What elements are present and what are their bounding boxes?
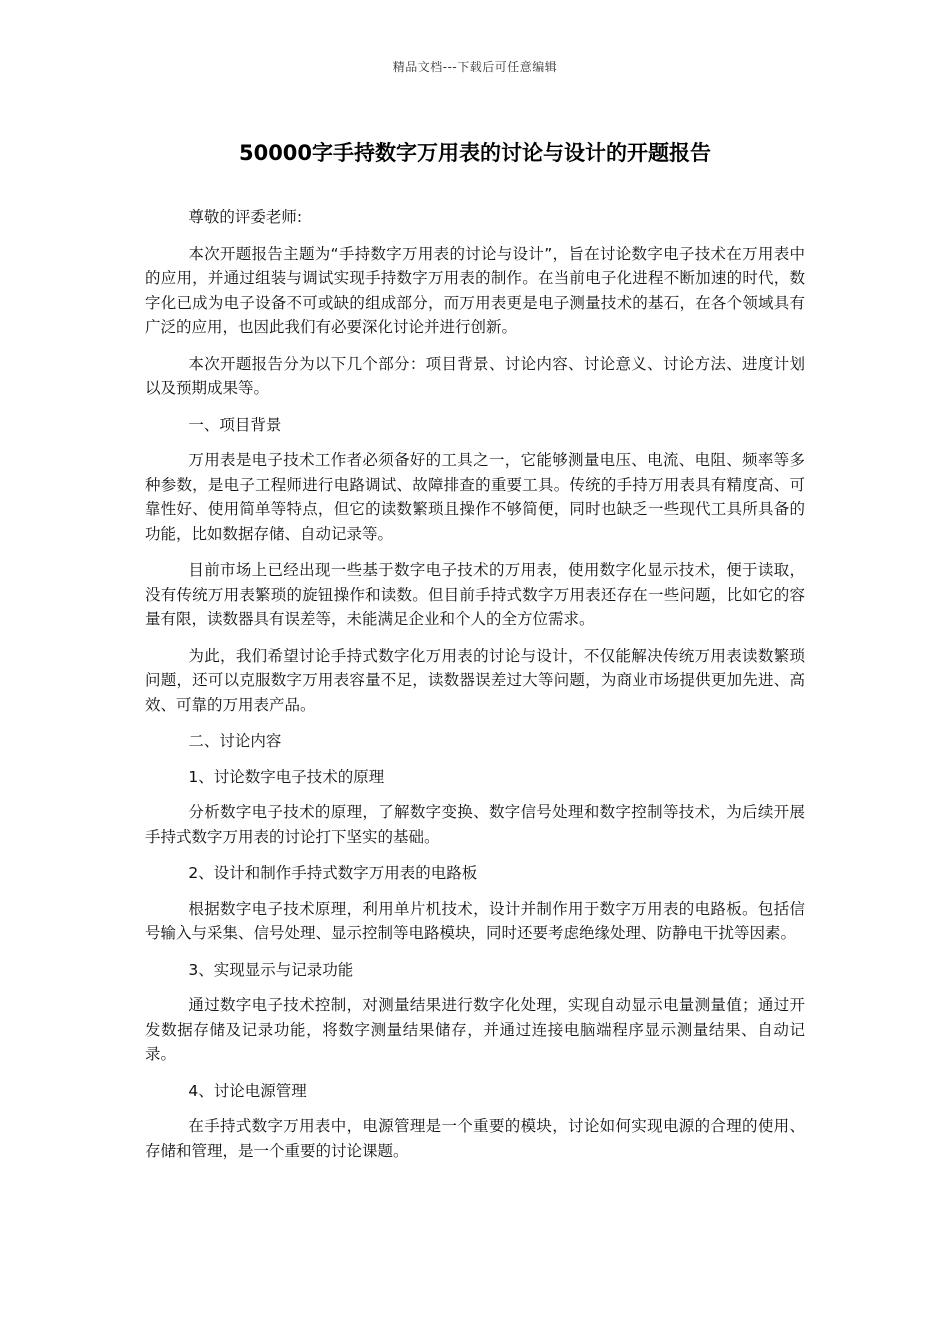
section-heading-background: 一、项目背景 <box>188 415 282 434</box>
background-paragraph-2: 目前市场上已经出现一些基于数字电子技术的万用表，使用数字化显示技术，便于读取，没有传统万用表繁琐的旋钮操作和读数。但目前手持式数字万用表还存在一些问题，比如它的容量有限，读数器具有误差等，未能满足企业和个人的全方位需求。 <box>145 561 805 628</box>
content-paragraph-4: 在手持式数字万用表中，电源管理是一个重要的模块，讨论如何实现电源的合理的使用、存储和管理，是一个重要的讨论课题。 <box>145 1117 805 1160</box>
background-paragraph-3: 为此，我们希望讨论手持式数字化万用表的讨论与设计，不仅能解决传统万用表读数繁琐问题，还可以克服数字万用表容量不足，读数器误差过大等问题，为商业市场提供更加先进、高效、可靠的万用表产品。 <box>145 646 805 714</box>
content-paragraph-1: 分析数字电子技术的原理，了解数字变换、数字信号处理和数字控制等技术，为后续开展手持式数字万用表的讨论打下坚实的基础。 <box>145 803 805 846</box>
subheading-3: 3、实现显示与记录功能 <box>188 960 354 979</box>
background-paragraph-1: 万用表是电子技术工作者必须备好的工具之一，它能够测量电压、电流、电阻、频率等多种参数，是电子工程师进行电路调试、故障排查的重要工具。传统的手持万用表具有精度高、可靠性好、使用简单等特点，但它的读数繁琐且操作不够简便，同时也缺乏一些现代工具所具备的功能，比如数据存储、自动记录等。 <box>145 451 805 543</box>
subheading-1: 1、讨论数字电子技术的原理 <box>188 767 385 786</box>
section-heading-content: 二、讨论内容 <box>188 732 282 750</box>
subheading-4: 4、讨论电源管理 <box>188 1081 307 1100</box>
outline-paragraph: 本次开题报告分为以下几个部分：项目背景、讨论内容、讨论意义、讨论方法、进度计划以及预期成果等。 <box>145 354 805 397</box>
content-paragraph-3: 通过数字电子技术控制，对测量结果进行数字化处理，实现自动显示电量测量值；通过开发数据存储及记录功能，将数字测量结果储存，并通过连接电脑端程序显示测量结果、自动记录。 <box>145 996 805 1063</box>
subheading-2: 2、设计和制作手持式数字万用表的电路板 <box>188 864 478 882</box>
salutation: 尊敬的评委老师: <box>188 208 303 226</box>
intro-paragraph: 本次开题报告主题为“手持数字万用表的讨论与设计”，旨在讨论数字电子技术在万用表中的应用，并通过组装与调试实现手持数字万用表的制作。在当前电子化进程不断加速的时代，数字化已成为电子设备不可或缺的组成部分，而万用表更是电子测量技术的基石，在各个领域具有广泛的应用，也因此我们有必要深化讨论并进行创新。 <box>145 244 805 336</box>
header-note: 精品文档---下载后可任意编辑 <box>392 60 558 74</box>
page-title: 50000字手持数字万用表的讨论与设计的开题报告 <box>238 141 712 165</box>
document-body <box>145 205 805 1175</box>
content-paragraph-2: 根据数字电子技术原理，利用单片机技术，设计并制作用于数字万用表的电路板。包括信号输入与采集、信号处理、显示控制等电路模块，同时还要考虑绝缘处理、防静电干扰等因素。 <box>145 899 805 942</box>
